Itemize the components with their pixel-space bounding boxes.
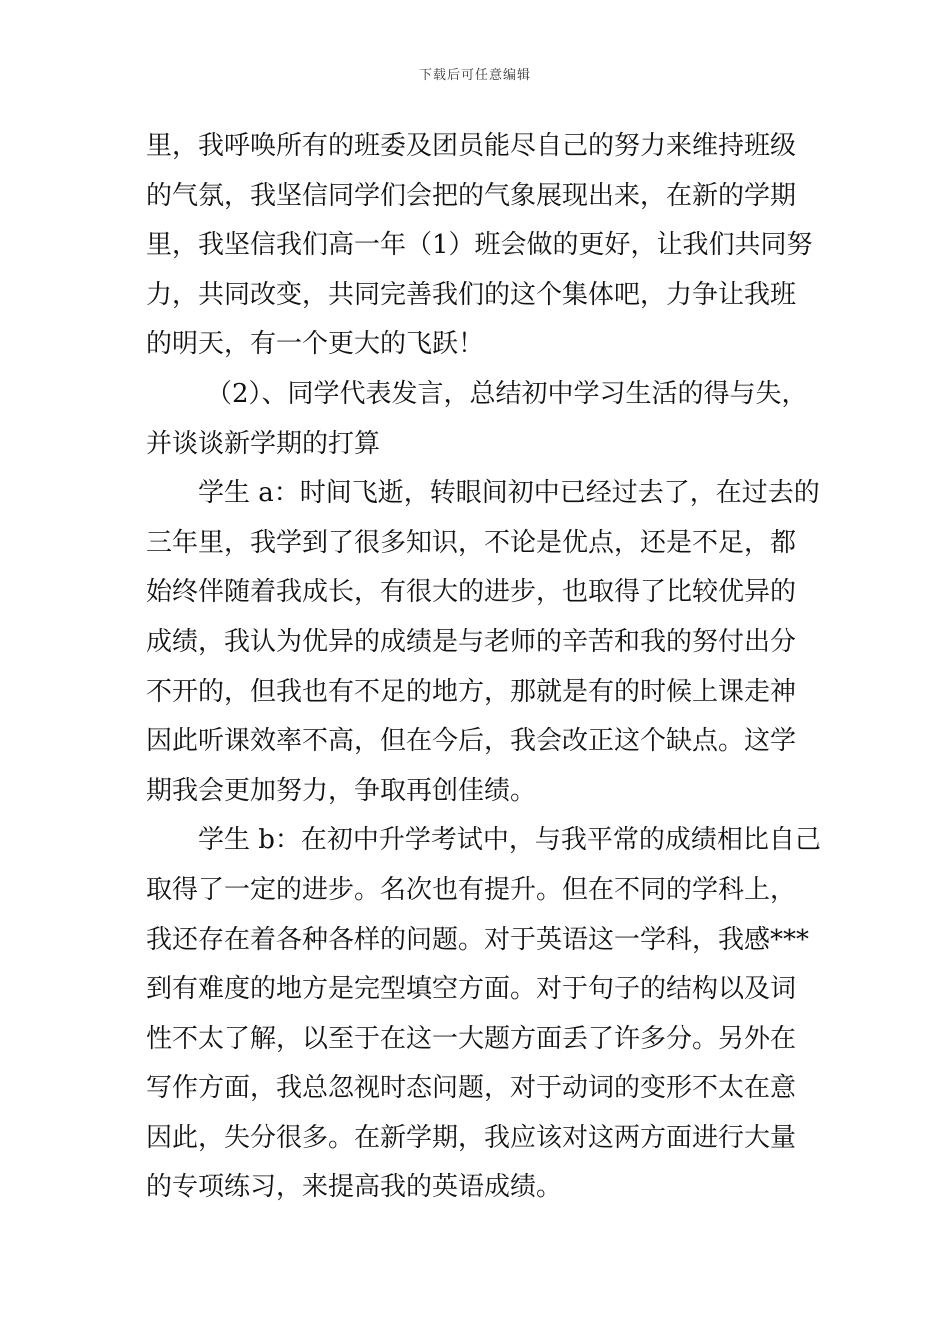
text-line: 的气氛，我坚信同学们会把的气象展现出来，在新的学期 (146, 180, 797, 211)
text-line: 写作方面，我总忽视时态问题，对于动词的变形不太在意 (146, 1073, 797, 1104)
text-line: 到有难度的地方是完型填空方面。对于句子的结构以及词 (146, 974, 797, 1005)
text-line: 并谈谈新学期的打算 (146, 428, 381, 459)
paragraph-start-line: 学生 b：在初中升学考试中，与我平常的成绩相比自己 (198, 825, 821, 856)
text-line: 取得了一定的进步。名次也有提升。但在不同的学科上， (146, 874, 797, 905)
text-line: 我还存在着各种各样的问题。对于英语这一学科，我感*** (146, 924, 810, 955)
text-line: 三年里，我学到了很多知识，不论是优点，还是不足，都 (146, 527, 797, 558)
text-line: 的明天，有一个更大的飞跃！ (146, 329, 485, 360)
paragraph-start-line: 学生 a：时间飞逝，转眼间初中已经过去了，在过去的 (198, 478, 820, 509)
text-line: 力，共同改变，共同完善我们的这个集体吧，力争让我班 (146, 279, 797, 310)
text-line: 始终伴随着我成长，有很大的进步，也取得了比较优异的 (146, 577, 797, 608)
text-line: 性不太了解，以至于在这一大题方面丢了许多分。另外在 (146, 1023, 797, 1054)
text-line: 不开的，但我也有不足的地方，那就是有的时候上课走神 (146, 676, 797, 707)
document-body (146, 122, 821, 1213)
text-line: 因此，失分很多。在新学期，我应该对这两方面进行大量 (146, 1122, 797, 1153)
page-header-note: 下载后可任意编辑 (418, 68, 531, 83)
text-line: 里，我坚信我们高一年（1）班会做的更好，让我们共同努 (146, 230, 813, 261)
section-heading-line: （2）、同学代表发言，总结初中学习生活的得与失， (206, 378, 808, 409)
text-line: 期我会更加努力，争取再创佳绩。 (146, 775, 537, 806)
text-line: 里，我呼唤所有的班委及团员能尽自己的努力来维持班级 (146, 131, 797, 161)
text-line: 成绩，我认为优异的成绩是与老师的辛苦和我的努付出分 (146, 626, 797, 657)
text-line: 的专项练习，来提高我的英语成绩。 (146, 1172, 563, 1203)
text-line: 因此听课效率不高，但在今后，我会改正这个缺点。这学 (146, 726, 797, 757)
